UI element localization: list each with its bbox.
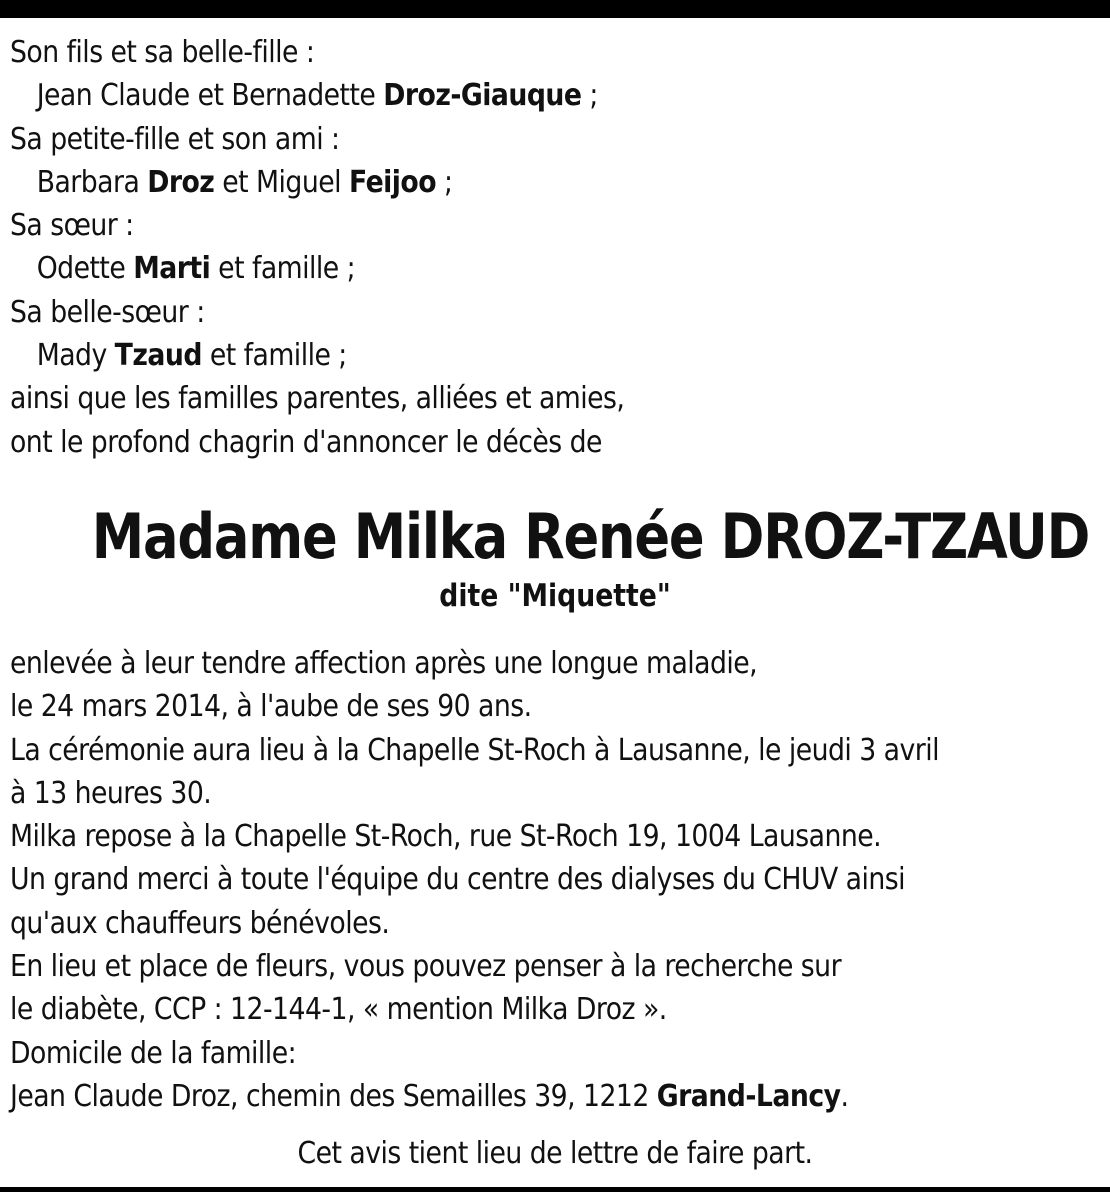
granddaughter-surname: Droz (147, 164, 215, 200)
details-line-3: La cérémonie aura lieu à la Chapelle St-Roch à Lausanne, le jeudi 3 avril (10, 732, 939, 768)
sister-end: et famille ; (218, 251, 356, 287)
details-line-10: Domicile de la famille: (10, 1035, 297, 1071)
details-line-2: le 24 mars 2014, à l'aube de ses 90 ans. (10, 689, 532, 725)
sister-first-name: Odette (36, 251, 126, 287)
sisterinlaw-first-name: Mady (36, 338, 107, 374)
announcement: ont le profond chagrin d'annoncer le décès de (10, 424, 602, 460)
granddaughter-names (10, 161, 985, 204)
closing-note: Cet avis tient lieu de lettre de faire part. (297, 1136, 813, 1172)
details-line-4: à 13 heures 30. (10, 775, 212, 811)
details-line-5: Milka repose à la Chapelle St-Roch, rue St-Roch 19, 1004 Lausanne. (10, 819, 882, 855)
sisterinlaw-end: et famille ; (209, 338, 347, 374)
details-line-7: qu'aux chauffeurs bénévoles. (10, 905, 390, 941)
granddaughter-intro: Sa petite-fille et son ami : (10, 121, 340, 157)
address-city: Grand-Lancy (656, 1078, 841, 1114)
details-block (10, 642, 1105, 1118)
granddaughter-end: ; (436, 164, 453, 200)
sister-names (10, 247, 985, 290)
bottom-border-rule (0, 1187, 1110, 1192)
son-intro: Son fils et sa belle-fille : (10, 35, 315, 70)
friend-surname: Feijoo (348, 164, 437, 200)
son-end: ; (581, 78, 598, 114)
family-address (10, 1075, 985, 1118)
granddaughter-first-name: Barbara (36, 164, 140, 200)
address-text: Jean Claude Droz, chemin des Semailles 39, 1212 (10, 1078, 649, 1114)
son-surname: Droz-Giauque (383, 78, 582, 114)
son-names (10, 74, 985, 117)
details-line-8: En lieu et place de fleurs, vous pouvez penser à la recherche sur (10, 949, 842, 985)
sister-intro: Sa sœur : (10, 208, 134, 244)
details-line-1: enlevée à leur tendre affection après une longue maladie, (10, 645, 758, 681)
other-families: ainsi que les familles parentes, alliées et amies, (10, 381, 625, 417)
son-first-names: Jean Claude et Bernadette (36, 78, 376, 114)
deceased-nickname: dite "Miquette" (439, 577, 671, 614)
details-line-6: Un grand merci à toute l'équipe du centre des dialyses du CHUV ainsi (10, 862, 906, 898)
details-line-9: le diabète, CCP : 12-144-1, « mention Milka Droz ». (10, 992, 667, 1028)
sisterinlaw-intro: Sa belle-sœur : (10, 294, 205, 330)
address-end: . (840, 1078, 849, 1114)
obituary-notice (10, 31, 1105, 1176)
top-border-rule (0, 0, 1110, 18)
sisterinlaw-surname: Tzaud (114, 338, 202, 374)
sister-surname: Marti (133, 251, 211, 287)
sisterinlaw-names (10, 334, 985, 377)
deceased-name: Madame Milka Renée DROZ-TZAUD (91, 499, 1090, 573)
granddaughter-mid: et Miguel (222, 164, 342, 200)
